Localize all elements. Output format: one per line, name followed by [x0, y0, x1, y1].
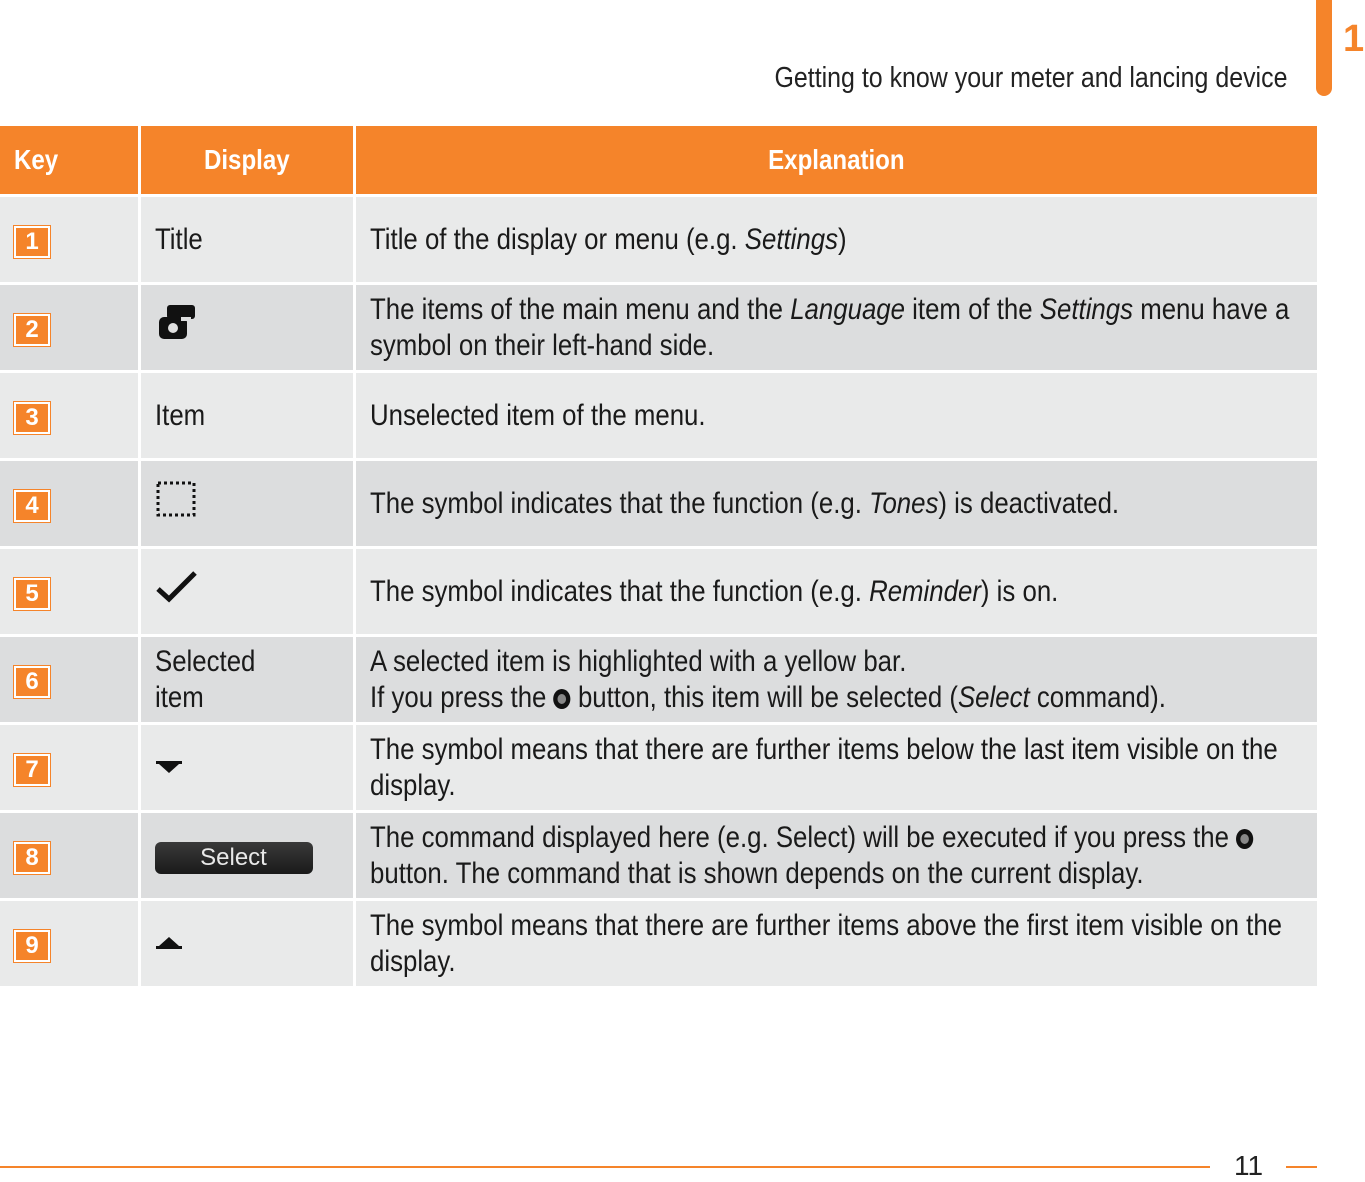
- footer-rule: [1286, 1166, 1317, 1168]
- display-text: Selected item: [154, 644, 255, 714]
- key-number-badge: 5: [14, 578, 50, 610]
- key-number-badge: 3: [14, 402, 50, 434]
- key-number-badge: 4: [14, 490, 50, 522]
- key-number-badge: 9: [14, 930, 50, 962]
- center-button-icon: [1236, 829, 1253, 849]
- explanation-text: The symbol indicates that the function (e.g. Tones) is deactivated.: [369, 486, 1119, 520]
- key-number-badge: 1: [14, 226, 50, 258]
- table-row: [0, 548, 1317, 636]
- key-number-badge: 8: [14, 842, 50, 874]
- display-text: Title: [154, 222, 203, 256]
- table-row: [0, 812, 1317, 900]
- menu-symbol-icon: [155, 303, 199, 352]
- page-number: 11: [1234, 1150, 1264, 1181]
- checkmark-icon: [155, 569, 199, 614]
- chapter-number: 1: [1343, 18, 1365, 60]
- table-row: [0, 636, 1317, 724]
- select-softkey: Select: [155, 842, 313, 874]
- chapter-tab: [1316, 0, 1332, 96]
- explanation-text: Title of the display or menu (e.g. Settings): [369, 222, 847, 256]
- table-row: [0, 900, 1317, 988]
- down-arrow-icon: [155, 750, 185, 786]
- key-number-badge: 7: [14, 754, 50, 786]
- table-row: [0, 284, 1317, 372]
- explanation-text: The symbol indicates that the function (e.g. Reminder) is on.: [369, 574, 1058, 608]
- key-number-badge: 2: [14, 314, 50, 346]
- table-header-row: [0, 126, 1317, 196]
- footer-rule: [0, 1166, 1210, 1168]
- table-row: [0, 196, 1317, 284]
- explanation-text: The symbol means that there are further items below the last item visible on the display.: [369, 732, 1278, 802]
- explanation-text: The symbol means that there are further items above the first item visible on the display.: [369, 908, 1282, 978]
- dotted-box-icon: [155, 479, 197, 528]
- explanation-text: The command displayed here (e.g. Select) will be executed if you press the button. The command that is shown depends on the current display.: [370, 820, 1325, 892]
- display-text: Item: [154, 398, 205, 432]
- explanation-text: The items of the main menu and the Language item of the Settings menu have a symbol on their left-hand side.: [369, 292, 1289, 362]
- section-title: Getting to know your meter and lancing device: [774, 62, 1287, 94]
- key-number-badge: 6: [14, 666, 50, 698]
- column-header-display: Display: [139, 126, 354, 196]
- column-header-key: Key: [0, 126, 139, 196]
- table-row: [0, 724, 1317, 812]
- key-display-table: [0, 126, 1317, 989]
- explanation-text: A selected item is highlighted with a yellow bar. If you press the button, this item will be selected (Select command).: [369, 644, 1166, 714]
- up-arrow-icon: [155, 926, 185, 962]
- table-row: [0, 372, 1317, 460]
- column-header-explanation: Explanation: [354, 126, 1317, 196]
- center-button-icon: [553, 689, 570, 709]
- explanation-text: Unselected item of the menu.: [369, 398, 706, 432]
- table-row: [0, 460, 1317, 548]
